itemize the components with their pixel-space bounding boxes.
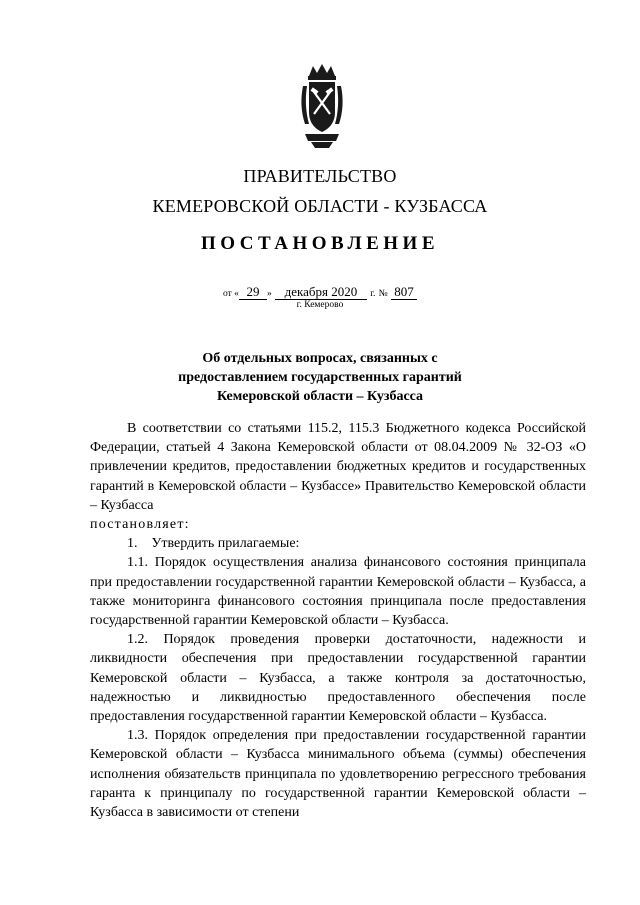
item-1: 1. Утвердить прилагаемые: <box>127 536 300 552</box>
intro-paragraph: В соответствии со статьями 115.2, 115.3 Бюджетного кодекса Российской Федерации, статьей 4 Закона Кемеровской области от 08.04.2009 № 32-ОЗ «О привлечении кредитов, предоставлении бюджетных кредитов и государственных гарантий в Кемеровской области – Кузбассе» Правительство Кемеровской области – Кузбасса <box>90 421 586 513</box>
regional-coat-of-arms-icon <box>299 62 345 148</box>
number-sign: № <box>378 289 388 299</box>
city-label: г. Кемерово <box>296 300 344 310</box>
date-year-suffix: г. <box>370 289 376 299</box>
document-title <box>0 349 640 406</box>
decrees-word: постановляет: <box>90 517 190 533</box>
title-line-2: предоставлением государственных гарантий <box>178 370 462 385</box>
title-line-3: Кемеровской области – Кузбасса <box>216 389 424 404</box>
government-name-line2: КЕМЕРОВСКОЙ ОБЛАСТИ - КУЗБАССА <box>152 196 488 216</box>
item-1-3: 1.3. Порядок определения при предоставлении государственной гарантии Кемеровской области – Кузбасса минимального объема (суммы) обеспечения исполнения обязательств принципала по удовлетворению регрессного требования гаранта к принципалу по государственной гарантии Кемеровской области – Кузбасса в зависимости от степени <box>90 728 586 821</box>
date-close-quote: » <box>266 289 272 299</box>
item-1-2: 1.2. Порядок проведения проверки достаточности, надежности и ликвидности обеспечения при предоставлении государственной гарантии Кемеровской области – Кузбасса, а также контроля за достаточностью, надежностью и ликвидностью предоставленного обеспечения после предоставления государственной гарантии Кемеровской области – Кузбасса. <box>90 632 586 725</box>
date-day: 29 <box>239 285 267 300</box>
document-number: 807 <box>391 285 417 300</box>
title-line-1: Об отдельных вопросах, связанных с <box>202 351 438 366</box>
item-1-1: 1.1. Порядок осуществления анализа финансового состояния принципала при предоставлении государственной гарантии Кемеровской области – Кузбасса, а также мониторинга финансового состояния принципала после предоставления государственной гарантии Кемеровской области – Кузбасса. <box>90 555 586 629</box>
date-prefix: от « <box>223 289 239 299</box>
document-body <box>90 419 586 822</box>
date-number-line <box>0 284 640 300</box>
document-type-heading: ПОСТАНОВЛЕНИЕ <box>200 233 440 254</box>
date-month-year: декабря 2020 <box>275 285 367 300</box>
government-name-line1: ПРАВИТЕЛЬСТВО <box>243 166 397 186</box>
